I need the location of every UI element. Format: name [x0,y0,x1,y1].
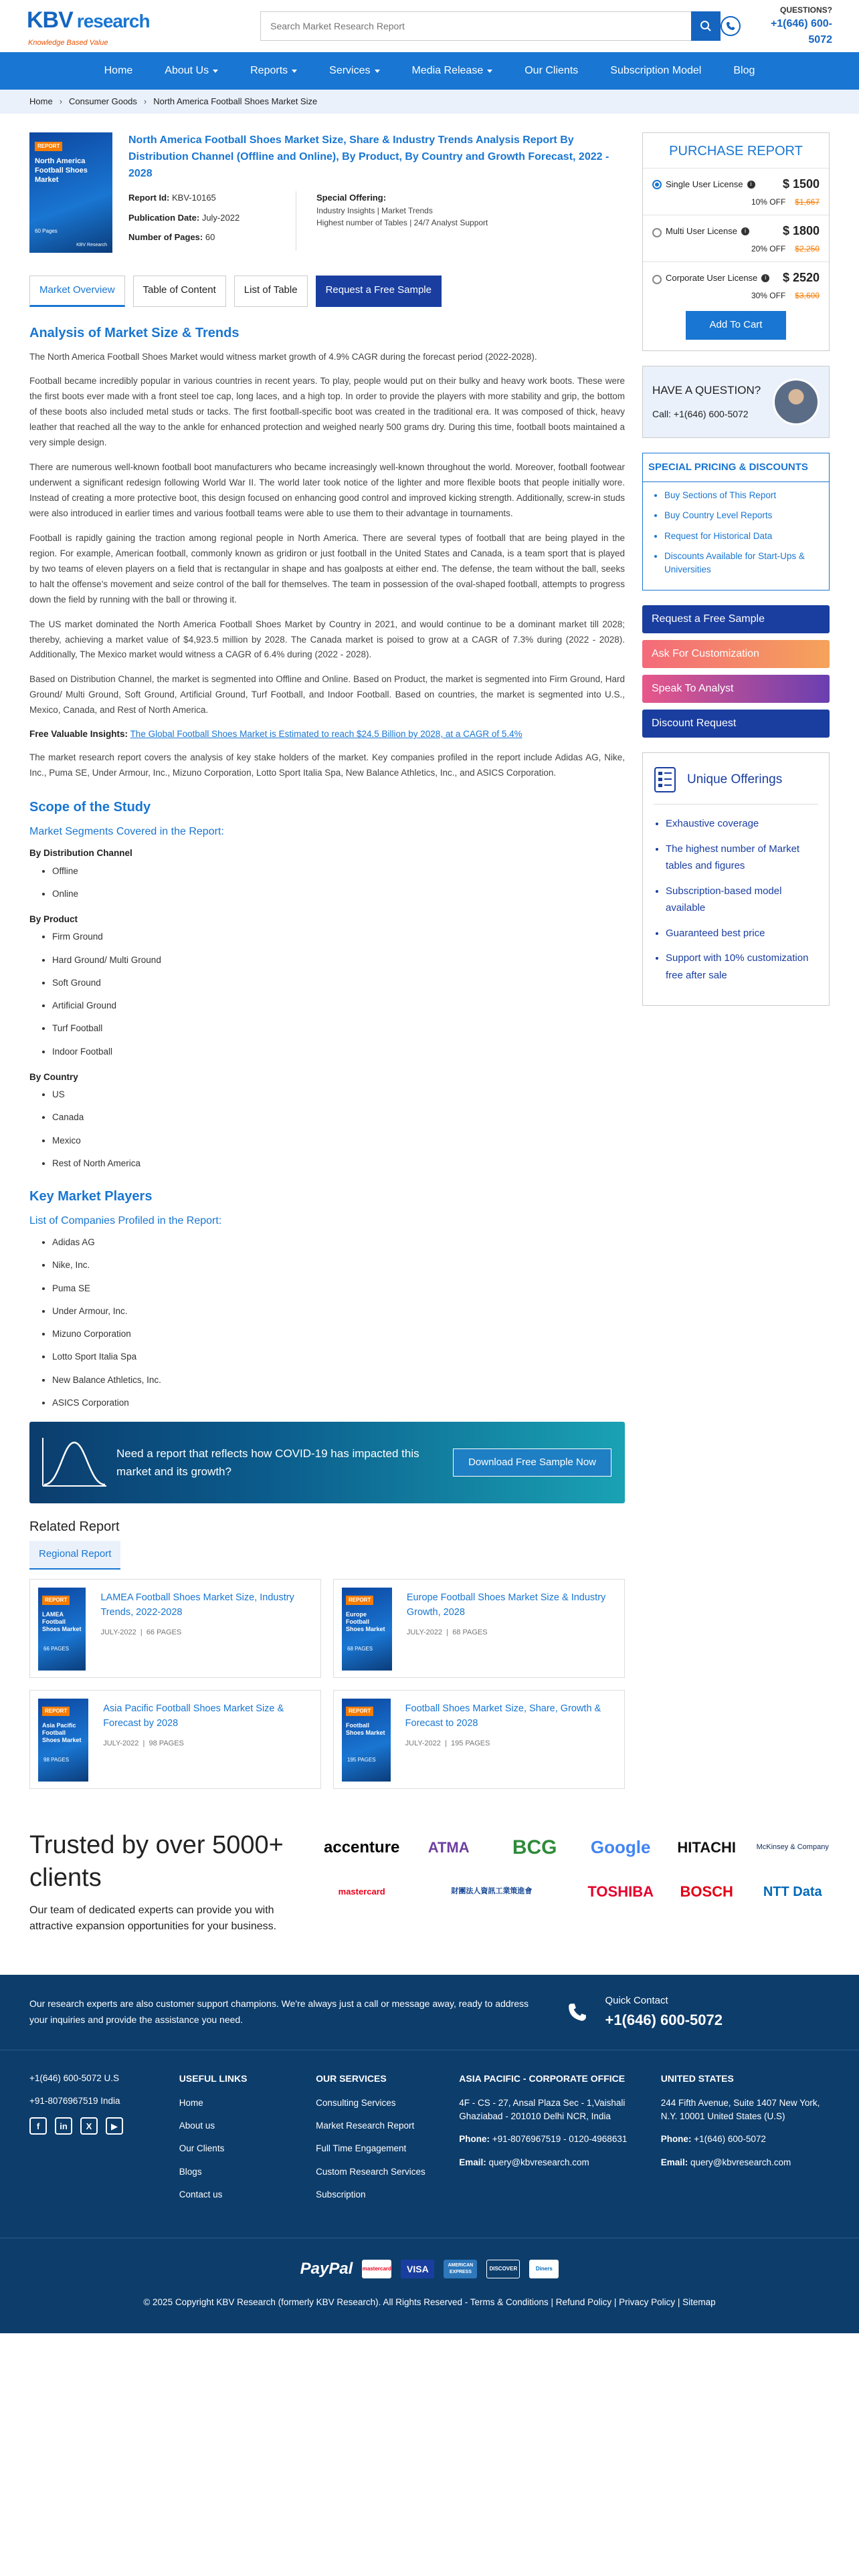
apac-email-label: Email: [459,2157,486,2167]
top-header [0,0,859,52]
pages-label: Number of Pages: [128,232,203,243]
page-title: North America Football Shoes Market Size, Share & Industry Trends Analysis Report By Distribution Channel (Offline and Online), By Product, By Country and Growth Forecast, 2022 - 2028 [128,134,609,179]
nav-services-label: Services [329,65,371,76]
related-card[interactable]: REPORT Asia Pacific Football Shoes Market 98 PAGES Asia Pacific Football Shoes Market Size & Forecast by 2028 JULY-2022 | 98 PAGES [29,1690,321,1789]
list-item: • Turf Football [52,1022,625,1035]
license-option[interactable] [643,215,829,261]
client-logo: HITACHI [677,1839,736,1856]
us-email-label: Email: [660,2157,688,2167]
footer-link[interactable]: Full Time Engagement [316,2143,407,2154]
special-offering-1: Industry Insights | Market Trends [316,205,433,215]
analyst-avatar [773,379,820,425]
quick-contact-phone[interactable]: +1(646) 600-5072 [605,2011,723,2028]
segment-group-title: By Distribution Channel [29,848,132,859]
have-a-question-box [642,366,830,438]
list-item: • Mexico [52,1134,625,1148]
offering-item: • Exhaustive coverage [666,815,818,833]
paragraph: There are numerous well-known football boot manufacturers who became increasingly well-known throughout the world. Moreover, football footwear underwent a significant redesign following World War II. The world later took notice of the lighter and more flexible boots that people initially wore. Instead of creating a more protective boot, this design focused on enhancing good control and improved kicking strength. Additionally, screw-in studs were also introduced in earlier times and various football teams were able to use them to their advantage in tournaments. [29,462,625,518]
section-heading: Analysis of Market Size & Trends [29,325,240,340]
list-item: • Firm Ground [52,930,625,944]
site-logo[interactable] [27,3,207,49]
special-pricing-box [642,453,830,591]
nav-media-label: Media Release [411,65,484,76]
license-option[interactable] [643,261,829,308]
offering-item: • The highest number of Market tables and figures [666,841,818,875]
payment-methods [0,2238,859,2296]
client-logo: accenture [324,1838,400,1856]
list-item: • Adidas AG [52,1236,625,1249]
list-item: • Nike, Inc. [52,1259,625,1272]
footer-link[interactable]: About us [179,2121,215,2131]
report-cover [29,132,112,253]
related-cover [38,1588,86,1671]
breadcrumb-separator: › [143,96,147,107]
breadcrumb-home[interactable]: Home [29,96,53,107]
search-input[interactable] [260,11,691,41]
publication-date: July-2022 [201,212,240,223]
nav-subscription-label: Subscription Model [610,65,702,76]
discover-logo: DISCOVER [486,2260,520,2278]
list-item: • Offline [52,865,625,878]
useful-links-title: USEFUL LINKS [179,2072,248,2084]
facebook-icon[interactable]: f [29,2117,47,2135]
trusted-heading: Trusted by over 5000+ clients [29,1830,284,1892]
main-content [29,132,625,1789]
client-logo: TOSHIBA [587,1883,654,1901]
social-links [29,2117,166,2135]
footer-text: Our research experts are also customer support champions. We're always just a call or message away, ready to address your inquiries and provide the assistance you need. [29,1998,529,2026]
cover-title: North America Football Shoes Market [35,157,88,184]
related-cover [342,1699,391,1782]
license-discount: 20% OFF [751,244,786,253]
cover-pages: 195 PAGES [347,1756,376,1763]
unique-offerings-box [642,752,830,1006]
license-name: Single User License [666,179,743,189]
segment-list [29,865,625,901]
caret-down-icon [213,70,218,73]
tab-regional-report[interactable]: Regional Report [29,1541,120,1570]
haq-call[interactable]: Call: +1(646) 600-5072 [652,408,749,419]
special-pricing-link[interactable]: • Discounts Available for Start-Ups & Universities [664,550,820,577]
download-sample-button[interactable]: Download Free Sample Now [453,1448,611,1477]
list-item: • Online [52,887,625,901]
info-icon: i [747,181,755,189]
speak-analyst-button[interactable]: Speak To Analyst [642,675,830,703]
cover-tag: REPORT [346,1596,373,1605]
list-item: • Hard Ground/ Multi Ground [52,954,625,967]
search-bar [260,11,721,41]
header-phone[interactable]: +1(646) 600-5072 [770,18,832,45]
nav-about-label: About Us [165,65,209,76]
nav-about[interactable] [149,63,234,79]
tab-request-sample[interactable]: Request a Free Sample [316,276,442,307]
segment-group-title: By Product [29,914,78,925]
cover-tag: REPORT [35,142,62,151]
list-item: • Indoor Football [52,1045,625,1059]
tab-market-overview[interactable]: Market Overview [29,276,125,307]
cover-pages: 68 PAGES [347,1645,373,1652]
special-offering-2: Highest number of Tables | 24/7 Analyst Support [316,217,488,227]
paragraph: Football is rapidly gaining the traction among regional people in North America. There are several types of football that are being played in the region. For example, American football, commonly known as gridiron or just football in the United States and Canada, is a team sport that is played by two teams of eleven players on a field that is rectangular in shape and has goalposts at either end. The defense, the team without the ball, seeks to halt the offense's movement and seize control of the ball for themselves. The team in possession of the oval-shaped football, attempts to progress down the field by running with the ball or throwing it. [29,532,625,605]
apac-email[interactable]: query@kbvresearch.com [488,2157,589,2167]
client-logo: NTT Data [763,1884,822,1899]
apac-office-title: ASIA PACIFIC - CORPORATE OFFICE [459,2072,626,2084]
nav-media[interactable] [396,63,509,79]
paragraph: The US market dominated the North America Football Shoes Market by Country in 2021, and would continue to be a dominant market till 2028; thereby, achieving a market value of $4,923.5 million by 2028. The Canada market is poised to grow at a CAGR of 7.3% during (2022 - 2028). Additionally, The Mexico market would witness a CAGR of 6.4% during (2022 - 2028). [29,619,625,660]
client-logos [310,1834,830,1905]
breadcrumb-separator: › [59,96,63,107]
apac-address: 4F - CS - 27, Ansal Plaza Sec - 1,Vaishali Ghaziabad - 201010 Delhi NCR, India [459,2097,626,2122]
license-option[interactable] [643,168,829,215]
client-logo: BOSCH [680,1883,733,1901]
related-title: Related Report [29,1519,120,1535]
license-price: $ 2520 [782,271,820,284]
special-pricing-title: SPECIAL PRICING & DISCOUNTS [643,453,829,483]
footer-link[interactable]: Market Research Report [316,2121,415,2131]
nav-home-label: Home [104,65,133,76]
quick-contact [567,1994,723,2031]
cover-tag: REPORT [346,1707,373,1716]
license-old-price: $1,667 [795,197,820,207]
free-insight [29,728,625,741]
copyright: © 2025 Copyright KBV Research (formerly KBV Research). All Rights Reserved - Terms & Conditions | Refund Policy | Privacy Policy | Sitemap [143,2297,716,2308]
ask-customization-button[interactable]: Ask For Customization [642,640,830,668]
info-icon: i [741,227,749,235]
related-pages: 195 PAGES [450,1739,490,1747]
related-card[interactable]: REPORT Football Shoes Market 195 PAGES Football Shoes Market Size, Share, Growth & Forecast to 2028 JULY-2022 | 195 PAGES [333,1690,625,1789]
related-title-link[interactable]: Football Shoes Market Size, Share, Growth & Forecast to 2028 [405,1703,601,1729]
related-pages: 66 PAGES [146,1628,182,1636]
trusted-text: Our team of dedicated experts can provide you with attractive expansion opportunities for your business. [29,1905,277,1933]
nav-services[interactable] [313,63,395,79]
report-header [29,132,625,253]
report-id-label: Report Id: [128,193,170,203]
related-pages: 98 PAGES [149,1739,184,1747]
special-pricing-link[interactable]: • Buy Sections of This Report [664,489,820,502]
mastercard-logo: mastercard [362,2260,391,2278]
special-pricing-link[interactable]: • Request for Historical Data [664,530,820,543]
purchase-box [642,132,830,351]
search-button[interactable] [691,11,721,41]
nav-clients-label: Our Clients [524,65,579,76]
list-item: • Under Armour, Inc. [52,1305,625,1318]
info-icon: i [761,274,769,282]
client-logo: Google [590,1837,651,1858]
list-item: • Puma SE [52,1282,625,1295]
license-old-price: $2,250 [795,244,820,253]
us-address: 244 Fifth Avenue, Suite 1407 New York, N.Y. 10001 United States (U.S) [660,2097,820,2122]
phone-icon [567,2002,587,2022]
cover-title: Football Shoes Market [346,1721,385,1736]
offering-item: • Subscription-based model available [666,883,818,917]
related-title-link[interactable]: Europe Football Shoes Market Size & Industry Growth, 2028 [406,1592,606,1618]
special-offering-label: Special Offering: [316,193,387,203]
youtube-icon[interactable]: ▶ [106,2117,123,2135]
breadcrumb-category[interactable]: Consumer Goods [69,96,137,107]
segment-list [29,1088,625,1170]
breadcrumb [0,90,859,114]
footer-link[interactable]: Our Clients [179,2143,225,2154]
cover-brand: KBV Research [76,242,107,247]
main-nav [0,52,859,90]
nav-reports[interactable] [234,63,313,79]
diners-logo: Diners [529,2260,559,2278]
caret-down-icon [292,70,297,73]
report-tabs [29,276,625,307]
discount-request-button[interactable]: Discount Request [642,710,830,738]
bell-curve-icon [36,1432,110,1493]
segment-group-title: By Country [29,1071,78,1082]
us-email[interactable]: query@kbvresearch.com [690,2157,791,2167]
license-name: Multi User License [666,225,737,236]
related-pages: 68 PAGES [452,1628,488,1636]
company-list [29,1236,625,1410]
list-item: • Soft Ground [52,976,625,990]
caret-down-icon [375,70,380,73]
related-title-link[interactable]: Asia Pacific Football Shoes Market Size & Forecast by 2028 [103,1703,284,1729]
insight-link[interactable]: The Global Football Shoes Market is Estimated to reach $24.5 Billion by 2028, at a CAGR of 5.4% [130,729,522,740]
footer-link[interactable]: Subscription [316,2189,366,2199]
cover-title: LAMEA Football Shoes Market [42,1610,82,1633]
related-date: JULY-2022 [406,1628,443,1636]
cover-pages: 98 PAGES [43,1756,70,1763]
purchase-title: PURCHASE REPORT [669,144,803,158]
cover-tag: REPORT [42,1596,70,1605]
paragraph: The market research report covers the analysis of key stake holders of the market. Key companies profiled in the report include Adidas AG, Nike, Inc., Puma SE, Under Armour, Inc., Mizuno Corporation, Lotto Sport Italia Spa, New Balance Athletics, Inc., and ASICS Corporation. [29,752,625,778]
license-name: Corporate User License [666,272,758,283]
paragraph: Football became incredibly popular in various countries in recent years. To play, people would put on their bulky and heavy work boots. These were the first boots ever made with a front steel toe cap, long laces, and a high top. In order to provide the players with more stability and grip, the bottom of these boots also included metal studs or tacks. The first football-specific boot was created in the traditional era. It was composed of thick, heavy leather that reached all the way to the ankle for enhanced protection and weighed nearly 500 grams dry. During this time, football boots maintained a very simple design. [29,376,625,448]
paragraph: Based on Distribution Channel, the market is segmented into Offline and Online. Based on Product, the market is segmented into Firm Ground, Hard Ground/ Multi Ground, Soft Ground, Artificial Ground, Turf Football, and Indoor Football. Based on countries, the market is segmented into U.S., Mexico, Canada, and Rest of North America. [29,674,625,716]
contact-india-phone[interactable]: +91-8076967519 India [29,2096,120,2107]
list-item: • Rest of North America [52,1157,625,1170]
footer-link[interactable]: Blogs [179,2166,202,2177]
trusted-section [0,1829,859,1935]
sidebar [642,132,830,1789]
logo-tagline: Knowledge Based Value [28,39,108,47]
paypal-logo: PayPal [300,2260,353,2278]
list-item: • New Balance Athletics, Inc. [52,1374,625,1387]
services-title: OUR SERVICES [316,2072,387,2084]
visa-logo: VISA [401,2260,434,2278]
covid-text: Need a report that reflects how COVID-19 has impacted this market and its growth? [116,1446,419,1479]
client-logo: 財團法人資訊工業策進會 [451,1887,533,1896]
insight-label: Free Valuable Insights: [29,729,128,740]
covid-banner [29,1422,625,1503]
related-date: JULY-2022 [103,1739,139,1747]
cover-pages: 60 Pages [35,228,58,234]
linkedin-icon[interactable]: in [55,2117,72,2135]
contact-us-phone[interactable]: +1(646) 600-5072 U.S [29,2072,119,2083]
x-icon[interactable]: X [80,2117,98,2135]
license-old-price: $3,600 [795,291,820,300]
breadcrumb-current: North America Football Shoes Market Size [153,96,318,107]
paragraph: The North America Football Shoes Market would witness market growth of 4.9% CAGR during the forecast period (2022-2028). [29,351,537,362]
cover-title: Europe Football Shoes Market [346,1610,385,1633]
unique-offerings-title: Unique Offerings [687,772,783,786]
haq-title: HAVE A QUESTION? [652,384,761,397]
special-pricing-link[interactable]: • Buy Country Level Reports [664,509,820,522]
list-item: • Mizuno Corporation [52,1327,625,1341]
tab-list-of-table[interactable]: List of Table [234,276,308,307]
list-item: • Canada [52,1111,625,1124]
us-phone[interactable]: +1(646) 600-5072 [694,2134,766,2145]
footer-link[interactable]: Home [179,2097,203,2108]
subheading: List of Companies Profiled in the Report: [29,1215,222,1227]
nav-home[interactable] [88,63,149,79]
list-item: • Lotto Sport Italia Spa [52,1350,625,1364]
report-id: KBV-10165 [172,193,216,203]
questions-label: QUESTIONS? [779,5,832,15]
list-item: • US [52,1088,625,1101]
cover-tag: REPORT [42,1707,70,1716]
related-cover [342,1588,392,1671]
related-date: JULY-2022 [100,1628,136,1636]
caret-down-icon [487,70,492,73]
license-discount: 30% OFF [751,291,786,300]
related-grid [29,1579,625,1789]
nav-blog[interactable] [717,63,771,79]
offering-item: • Support with 10% customization free after sale [666,950,818,984]
related-cover [38,1699,88,1782]
nav-blog-label: Blog [733,65,755,76]
footer-link[interactable]: Contact us [179,2189,223,2199]
nav-clients[interactable] [508,63,594,79]
apac-phone[interactable]: +91-8076967519 - 0120-4968631 [492,2134,628,2145]
cover-title: Asia Pacific Football Shoes Market [42,1721,82,1744]
client-logo: ATMA [427,1839,470,1856]
add-to-cart-button[interactable]: Add To Cart [686,311,786,340]
header-contact [721,4,832,48]
amex-logo: AMERICAN EXPRESS [444,2260,477,2278]
publication-label: Publication Date: [128,212,200,223]
related-date: JULY-2022 [405,1739,441,1747]
us-office-title: UNITED STATES [660,2072,734,2084]
checklist-icon [654,766,676,793]
sidebar-action-buttons [642,605,830,738]
apac-phone-label: Phone: [459,2134,490,2145]
related-card[interactable]: REPORT Europe Football Shoes Market 68 PAGES Europe Football Shoes Market Size & Industry Growth, 2028 JULY-2022 | 68 PAGES [333,1579,625,1678]
nav-reports-label: Reports [250,65,288,76]
footer-link[interactable]: Custom Research Services [316,2166,425,2177]
search-icon [700,20,712,32]
list-item: • ASICS Corporation [52,1396,625,1410]
phone-icon [721,16,741,36]
section-heading: Scope of the Study [29,800,151,815]
license-discount: 10% OFF [751,197,786,207]
footer-link[interactable]: Consulting Services [316,2097,396,2108]
radio-unselected[interactable] [652,228,662,237]
radio-selected[interactable] [652,180,662,189]
radio-unselected[interactable] [652,275,662,284]
us-phone-label: Phone: [660,2134,692,2145]
cover-pages: 66 PAGES [43,1645,70,1652]
section-heading: Key Market Players [29,1189,153,1204]
client-logo: BCG [512,1836,557,1859]
license-price: $ 1500 [782,177,820,191]
request-sample-button[interactable]: Request a Free Sample [642,605,830,633]
client-logo: mastercard [338,1886,385,1897]
subheading: Market Segments Covered in the Report: [29,826,224,838]
related-title-link[interactable]: LAMEA Football Shoes Market Size, Industry Trends, 2022-2028 [100,1592,294,1618]
license-price: $ 1800 [782,224,820,237]
site-footer [0,1975,859,2333]
tab-table-of-content[interactable]: Table of Content [133,276,226,307]
quick-contact-label: Quick Contact [605,1995,668,2007]
nav-subscription[interactable] [594,63,717,79]
list-item: • Artificial Ground [52,999,625,1012]
client-logo: McKinsey & Company [756,1843,829,1852]
logo-kbv: KBV [27,7,73,33]
offering-item: • Guaranteed best price [666,925,818,942]
logo-research: research [76,11,150,32]
page-count: 60 [205,232,215,243]
segment-list [29,930,625,1059]
related-card[interactable]: REPORT LAMEA Football Shoes Market 66 PAGES LAMEA Football Shoes Market Size, Industry Trends, 2022-2028 JULY-2022 | 66 PAGES [29,1579,321,1678]
